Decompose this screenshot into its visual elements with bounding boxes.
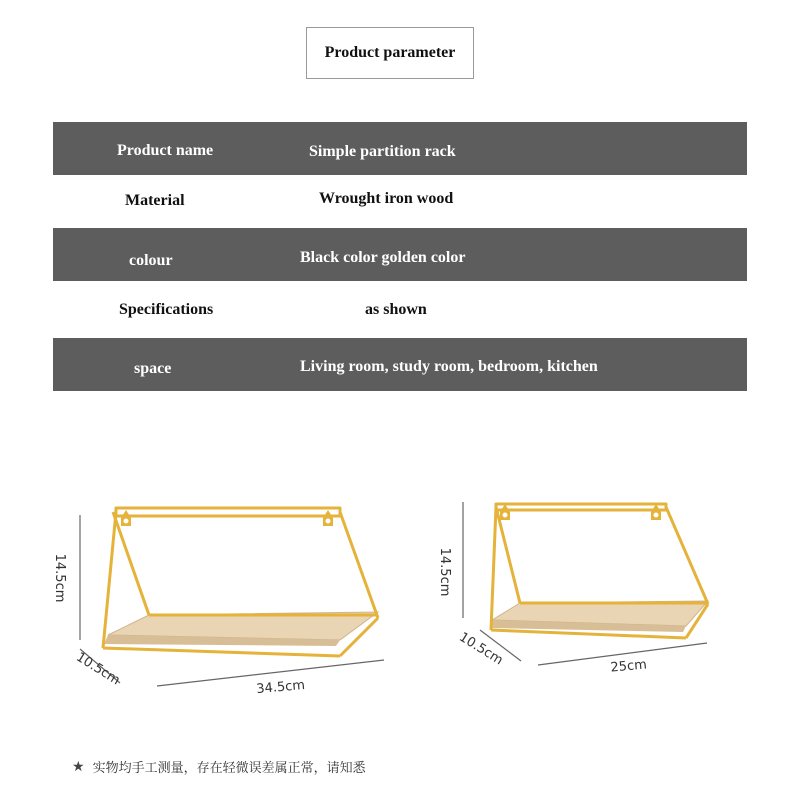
- hanging-hook: [121, 510, 131, 526]
- hook-hole: [326, 519, 331, 524]
- hanging-hook: [651, 504, 661, 520]
- small-width-label: 25cm: [609, 657, 648, 676]
- param-value: Living room, study room, bedroom, kitchen: [300, 358, 598, 375]
- star-icon: ★: [72, 758, 85, 775]
- measurement-note: [72, 757, 366, 776]
- hanging-hook: [323, 510, 333, 526]
- hook-hole: [503, 513, 508, 518]
- param-label: space: [134, 360, 172, 377]
- param-value: as shown: [365, 301, 427, 318]
- param-label: Specifications: [119, 301, 214, 318]
- param-value: Wrought iron wood: [319, 190, 454, 207]
- small-shelf: [463, 502, 708, 665]
- param-label: Product name: [117, 142, 214, 159]
- large-shelf: [80, 508, 384, 686]
- measurement-note-text: 实物均手工测量，存在轻微误差属正常，请知悉: [92, 761, 366, 776]
- dimension-lines: [80, 515, 384, 686]
- hook-hole: [124, 519, 129, 524]
- hook-hole: [654, 513, 659, 518]
- param-label: colour: [129, 252, 173, 269]
- param-value: Black color golden color: [300, 249, 466, 266]
- small-depth-label: 10.5cm: [456, 629, 506, 669]
- param-label: Material: [125, 192, 185, 209]
- large-depth-label: 10.5cm: [73, 649, 123, 689]
- param-value: Simple partition rack: [309, 143, 456, 160]
- page-title: Product parameter: [306, 27, 474, 79]
- large-width-label: 34.5cm: [255, 677, 306, 698]
- hanging-hook: [500, 504, 510, 520]
- small-height-label: 14.5cm: [437, 547, 452, 597]
- large-height-label: 14.5cm: [52, 553, 67, 603]
